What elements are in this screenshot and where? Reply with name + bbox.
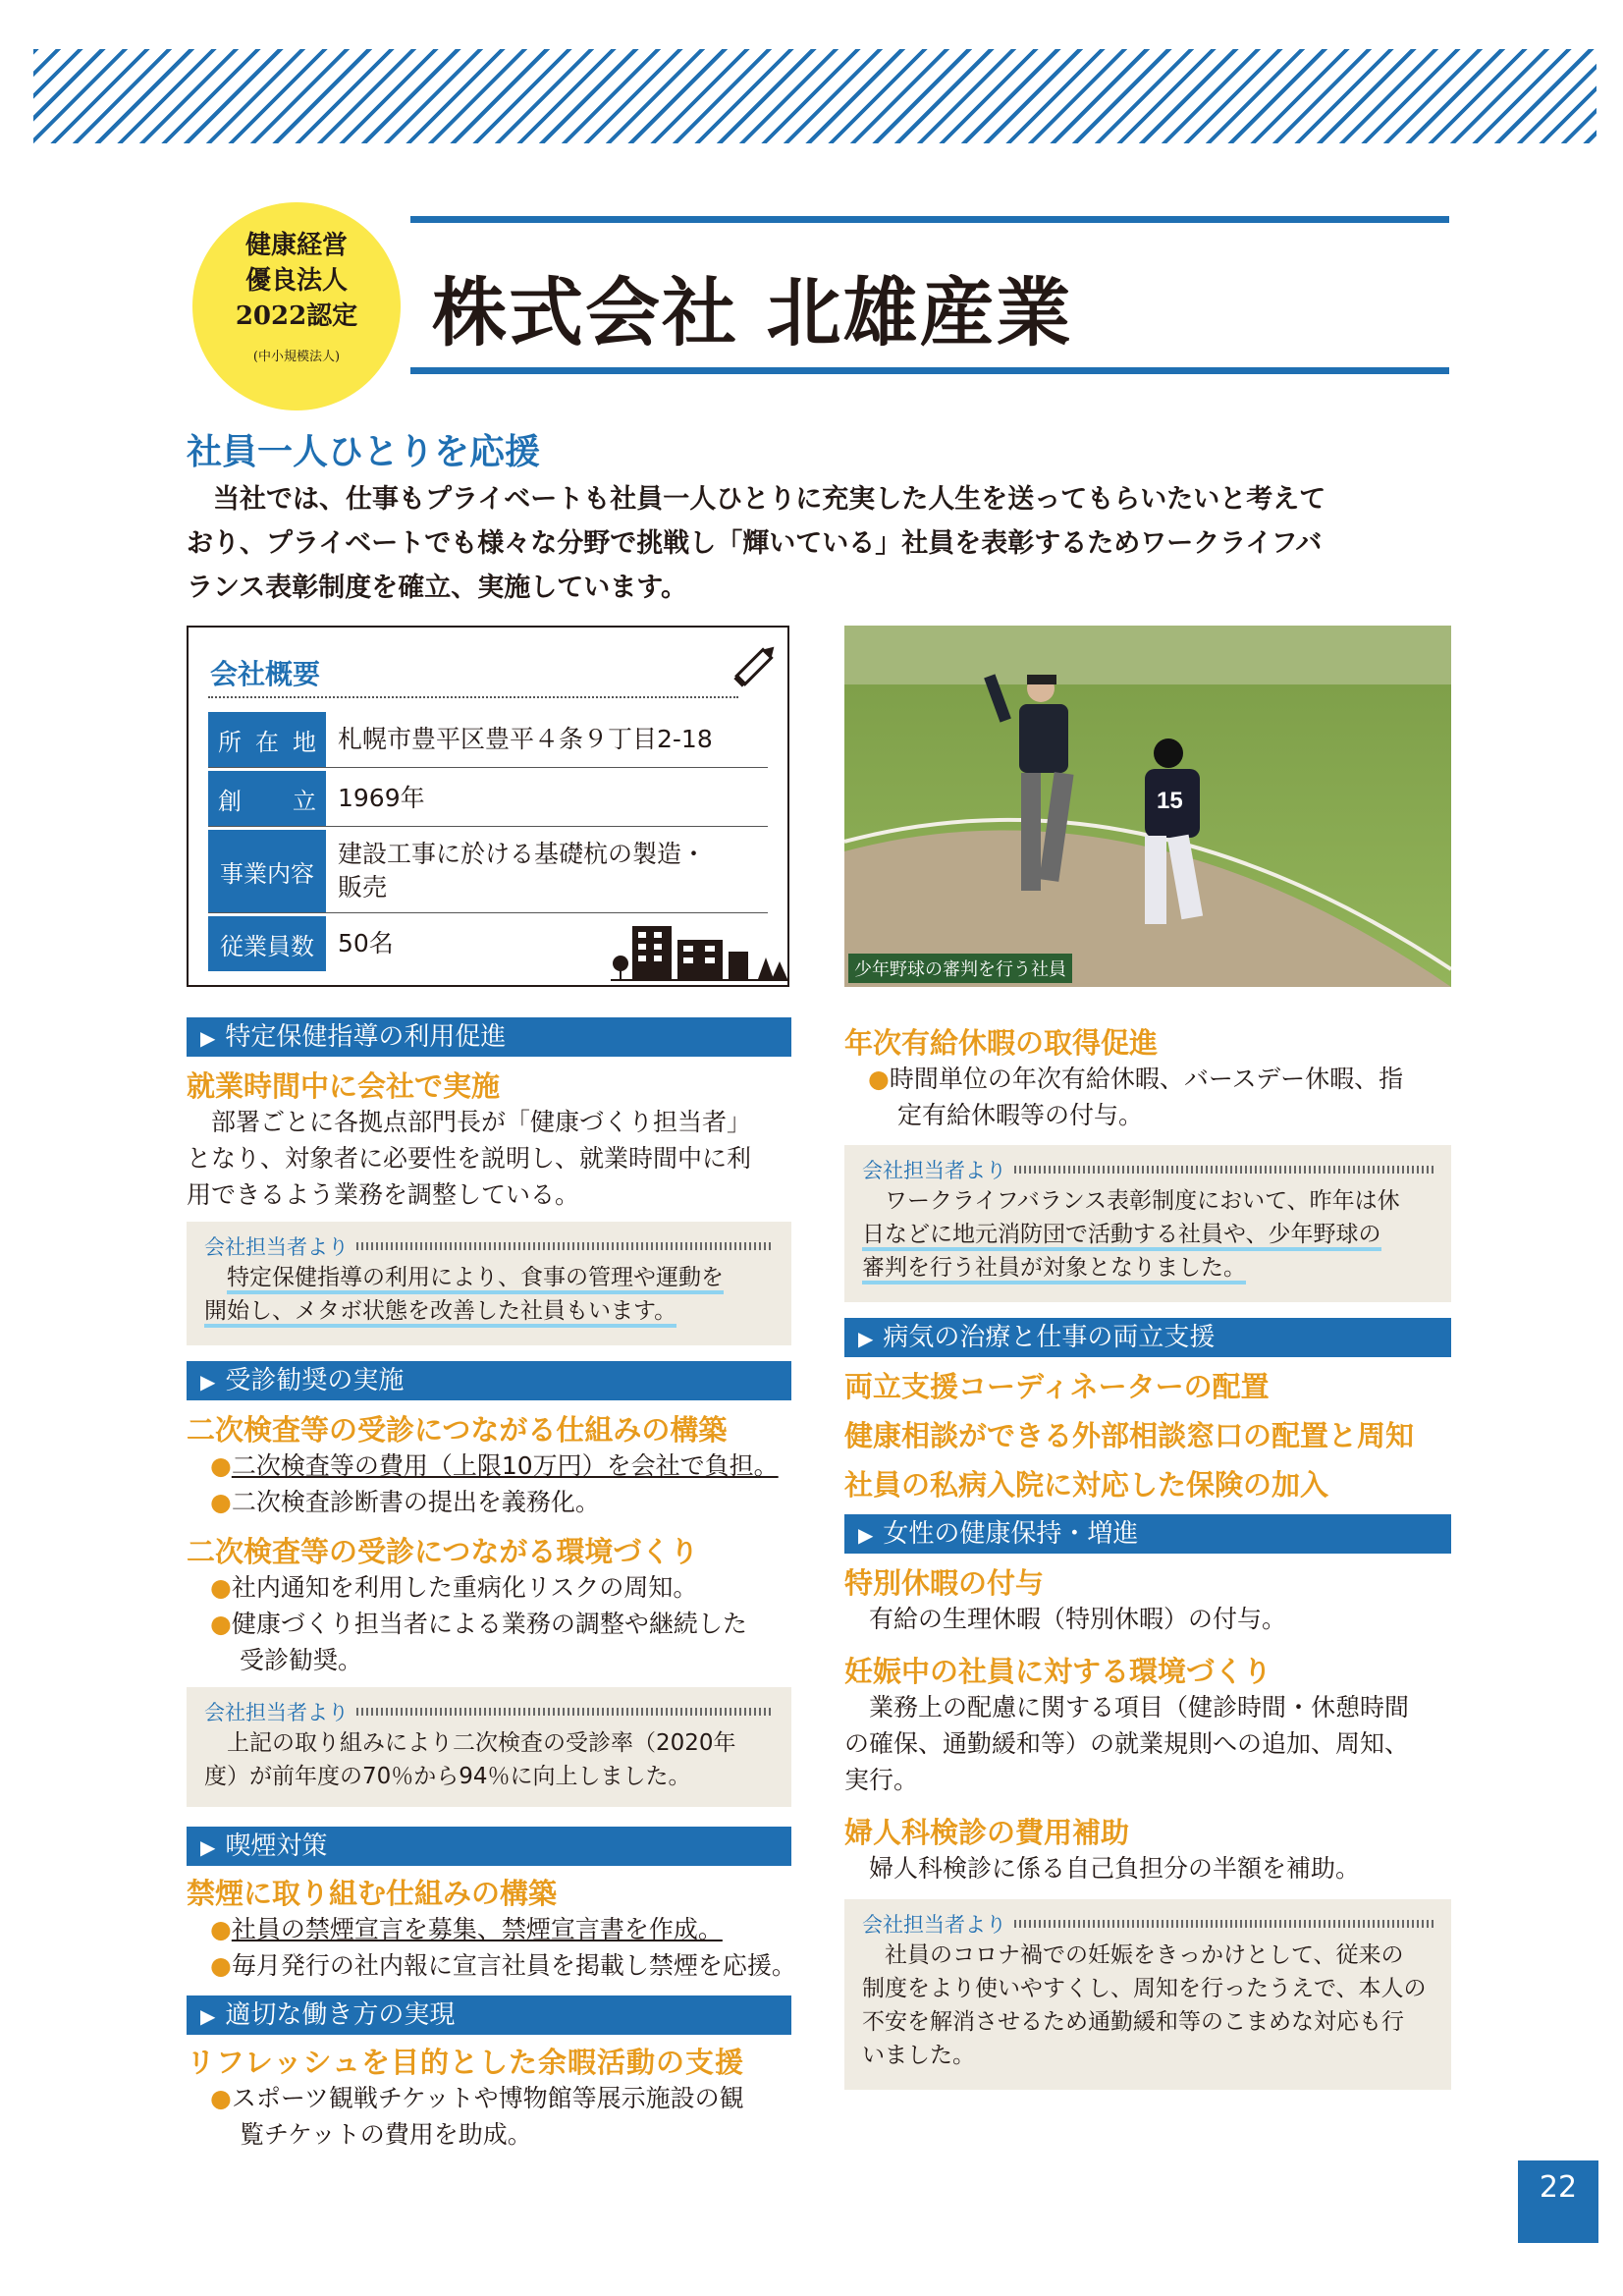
comment-line-text: 開始し、メタボ状態を改善した社員もいます。 [204, 1298, 676, 1328]
comment-box [187, 1222, 791, 1345]
triangle-icon: ▶ [200, 1835, 216, 1859]
intro-line: 当社では、仕事もプライベートも社員一人ひとりに充実した人生を送ってもらいたいと考えて [213, 484, 1326, 515]
comment-line: 社員のコロナ禍での妊娠をきっかけとして、従来の [885, 1942, 1404, 1968]
comment-heading [862, 1909, 1434, 1939]
comment-line: 度）が前年度の70％から94％に向上しました。 [204, 1764, 691, 1789]
comment-line [204, 1261, 774, 1294]
overview-value: 50名 [338, 929, 394, 957]
comment-text [204, 1261, 774, 1328]
dotted-rule [1014, 1920, 1434, 1928]
bullet-text: 社内通知を利用した重病化リスクの周知。 [231, 1573, 698, 1602]
bullet-item-continued: 定有給休暇等の付与。 [897, 1101, 1144, 1129]
comment-text [862, 1939, 1434, 2072]
bullet-list [210, 1911, 796, 1984]
baseball-photo [844, 626, 1451, 987]
bullet-dot-icon: ● [210, 1610, 232, 1638]
subheading: 特別休暇の付与 [844, 1566, 1045, 1600]
body-line: の確保、通勤緩和等）の就業規則への追加、周知、 [844, 1729, 1410, 1758]
badge-line-2: 優良法人 [244, 266, 348, 296]
triangle-icon: ▶ [200, 1026, 216, 1050]
subheading: 就業時間中に会社で実施 [187, 1069, 501, 1103]
body-line: 業務上の配慮に関する項目（健診時間・休憩時間 [869, 1693, 1410, 1722]
value-line: 販売 [338, 873, 388, 902]
comment-box [844, 1899, 1451, 2090]
dotted-rule [1014, 1166, 1434, 1174]
comment-box [844, 1145, 1451, 1302]
comment-heading-label: 会社担当者より [204, 1235, 349, 1259]
bullet-dot-icon: ● [210, 1951, 232, 1980]
dotted-rule [356, 1242, 774, 1250]
comment-heading-label: 会社担当者より [204, 1701, 349, 1724]
bullet-item [210, 1911, 796, 1947]
subheading: リフレッシュを目的とした余暇活動の支援 [187, 2046, 744, 2079]
overview-title: 会社概要 [210, 658, 321, 690]
intro-paragraph [187, 477, 1453, 610]
bullet-dot-icon: ● [210, 1915, 232, 1943]
page-title: 株式会社 北雄産業 [432, 269, 1073, 356]
comment-heading [204, 1231, 774, 1261]
body-text [869, 1850, 1360, 1886]
bullet-text: 二次検査診断書の提出を義務化。 [231, 1488, 600, 1516]
comment-line: いました。 [862, 2043, 975, 2068]
bullet-text: 健康づくり担当者による業務の調整や継続した [231, 1610, 747, 1638]
comment-line: 不安を解消させるため通勤緩和等のこまめな対応も行 [862, 2009, 1404, 2035]
overview-key [208, 712, 326, 767]
bullet-text: 二次検査等の費用（上限10万円）を会社で負担。 [231, 1451, 779, 1480]
comment-line [862, 1251, 1434, 1285]
body-text [869, 1601, 1286, 1637]
bullet-item-continued: 覧チケットの費用を助成。 [240, 2120, 532, 2149]
bullet-dot-icon: ● [210, 2084, 232, 2112]
body-line: 用できるよう業務を調整している。 [187, 1180, 580, 1209]
bullet-dot-icon: ● [210, 1451, 232, 1480]
overview-key: 従業員数 [208, 916, 326, 971]
baseball-scene-illustration [844, 626, 1451, 987]
section-bar-women-health [844, 1514, 1451, 1554]
bullet-item-continued: 受診勧奨。 [240, 1646, 363, 1674]
section-bar-health-guidance [187, 1017, 791, 1057]
bullet-list [210, 1448, 779, 1520]
triangle-icon: ▶ [858, 1327, 874, 1350]
subheading: 年次有給休暇の取得促進 [844, 1026, 1159, 1060]
subheading: 健康相談ができる外部相談窓口の配置と周知 [844, 1419, 1415, 1452]
body-line: 婦人科検診に係る自己負担分の半額を補助。 [869, 1854, 1361, 1883]
bullet-text: 時間単位の年次有給休暇、バースデー休暇、指 [889, 1065, 1404, 1093]
certification-badge [192, 202, 401, 410]
overview-title-underline [208, 696, 738, 698]
bullet-item [210, 1484, 779, 1520]
overview-key: 事業内容 [208, 830, 326, 912]
subheading: 妊娠中の社員に対する環境づくり [844, 1655, 1272, 1688]
comment-heading [862, 1155, 1434, 1184]
overview-value [326, 838, 706, 904]
overview-row-founded [208, 771, 768, 827]
company-overview-box [187, 626, 789, 987]
overview-value: 札幌市豊平区豊平４条９丁目2-18 [338, 725, 713, 753]
subheading: 二次検査等の受診につながる仕組みの構築 [187, 1413, 728, 1447]
comment-line-text: 日などに地元消防団で活動する社員や、少年野球の [862, 1222, 1381, 1251]
comment-text [862, 1184, 1434, 1285]
overview-row-address [208, 712, 768, 768]
body-line: 有給の生理休暇（特別休暇）の付与。 [869, 1605, 1287, 1633]
badge-line-3: 2022認定 [235, 301, 358, 331]
title-rule-bottom [410, 367, 1449, 374]
intro-line: おり、プライベートでも様々な分野で挑戦し「輝いている」社員を表彰するためワークライフバ [187, 528, 1323, 559]
section-bar-label: 喫煙対策 [225, 1831, 328, 1861]
triangle-icon: ▶ [858, 1523, 874, 1547]
overview-value: 1969年 [338, 784, 425, 812]
bullet-item [210, 1448, 779, 1484]
section-bar-treatment-work [844, 1318, 1451, 1357]
body-text [844, 1689, 1451, 1798]
key-char: 在 [255, 728, 279, 756]
triangle-icon: ▶ [200, 2004, 216, 2028]
body-line: 実行。 [844, 1766, 919, 1794]
key-char: 所 [218, 728, 242, 756]
comment-line [204, 1294, 774, 1328]
comment-heading-label: 会社担当者より [862, 1159, 1006, 1182]
headline: 社員一人ひとりを応援 [187, 432, 541, 472]
photo-caption: 少年野球の審判を行う社員 [848, 954, 1072, 983]
section-bar-label: 女性の健康保持・増進 [883, 1519, 1139, 1549]
intro-line: ランス表彰制度を確立、実施しています。 [187, 573, 688, 603]
bullet-dot-icon: ● [868, 1065, 890, 1093]
body-line: となり、対象者に必要性を説明し、就業時間中に利 [187, 1144, 752, 1173]
dotted-rule [356, 1708, 774, 1716]
comment-line [862, 1218, 1434, 1251]
section-bar-label: 特定保健指導の利用促進 [225, 1022, 507, 1052]
overview-row-business [208, 830, 768, 913]
section-bar-work-style [187, 1995, 791, 2035]
bullet-item [868, 1061, 1403, 1097]
body-line: 部署ごとに各拠点部門長が「健康づくり担当者」 [211, 1108, 752, 1136]
section-bar-label: 適切な働き方の実現 [225, 2000, 456, 2030]
bullet-list [868, 1061, 1403, 1133]
badge-line-1: 健康経営 [244, 231, 348, 260]
section-bar-label: 受診勧奨の実施 [225, 1366, 405, 1395]
comment-text [204, 1726, 774, 1793]
subheading: 二次検査等の受診につながる環境づくり [187, 1535, 699, 1568]
header-hatch-band [33, 49, 1596, 143]
overview-key [208, 771, 326, 826]
key-char: 創 [218, 787, 242, 815]
bullet-dot-icon: ● [210, 1573, 232, 1602]
comment-line: 上記の取り組みにより二次検査の受診率（2020年 [227, 1730, 736, 1756]
bullet-text: 毎月発行の社内報に宣言社員を掲載し禁煙を応援。 [231, 1951, 796, 1980]
subheading: 両立支援コーディネーターの配置 [844, 1370, 1270, 1403]
comment-line-text: 特定保健指導の利用により、食事の管理や運動を [227, 1265, 724, 1294]
key-char: 立 [293, 787, 316, 815]
bullet-dot-icon: ● [210, 1488, 232, 1516]
pencil-icon [729, 637, 784, 692]
comment-box [187, 1687, 791, 1807]
overview-row-employees [208, 916, 503, 971]
comment-line: ワークライフバランス表彰制度において、昨年は休 [885, 1188, 1400, 1214]
badge-line-4: (中小規模法人) [252, 350, 341, 364]
comment-heading [204, 1697, 774, 1726]
body-text [187, 1104, 791, 1213]
bullet-item [210, 1947, 796, 1984]
bullet-item [210, 1606, 747, 1642]
jersey-number: 15 [1157, 788, 1183, 814]
triangle-icon: ▶ [200, 1370, 216, 1394]
bullet-list [210, 1569, 747, 1678]
title-rule-top [410, 216, 1449, 223]
bullet-text: 社員の禁煙宣言を募集、禁煙宣言書を作成。 [231, 1915, 723, 1943]
comment-line: 制度をより使いやすくし、周知を行ったうえで、本人の [862, 1976, 1427, 2001]
subheading: 婦人科検診の費用補助 [844, 1816, 1130, 1849]
subheading: 禁煙に取り組む仕組みの構築 [187, 1877, 558, 1910]
key-char: 地 [293, 728, 316, 756]
comment-heading-label: 会社担当者より [862, 1913, 1006, 1937]
section-bar-screening [187, 1361, 791, 1400]
buildings-icon [611, 922, 787, 981]
bullet-item [210, 2080, 744, 2116]
page-number: 22 [1518, 2160, 1598, 2243]
section-bar-label: 病気の治療と仕事の両立支援 [883, 1323, 1216, 1352]
subheading: 社員の私病入院に対応した保険の加入 [844, 1468, 1329, 1502]
bullet-text: スポーツ観戦チケットや博物館等展示施設の観 [231, 2084, 744, 2112]
comment-line-text: 審判を行う社員が対象となりました。 [862, 1255, 1246, 1285]
value-line: 建設工事に於ける基礎杭の製造・ [338, 840, 707, 868]
section-bar-smoking [187, 1827, 791, 1866]
bullet-item [210, 1569, 747, 1606]
bullet-list [210, 2080, 744, 2153]
